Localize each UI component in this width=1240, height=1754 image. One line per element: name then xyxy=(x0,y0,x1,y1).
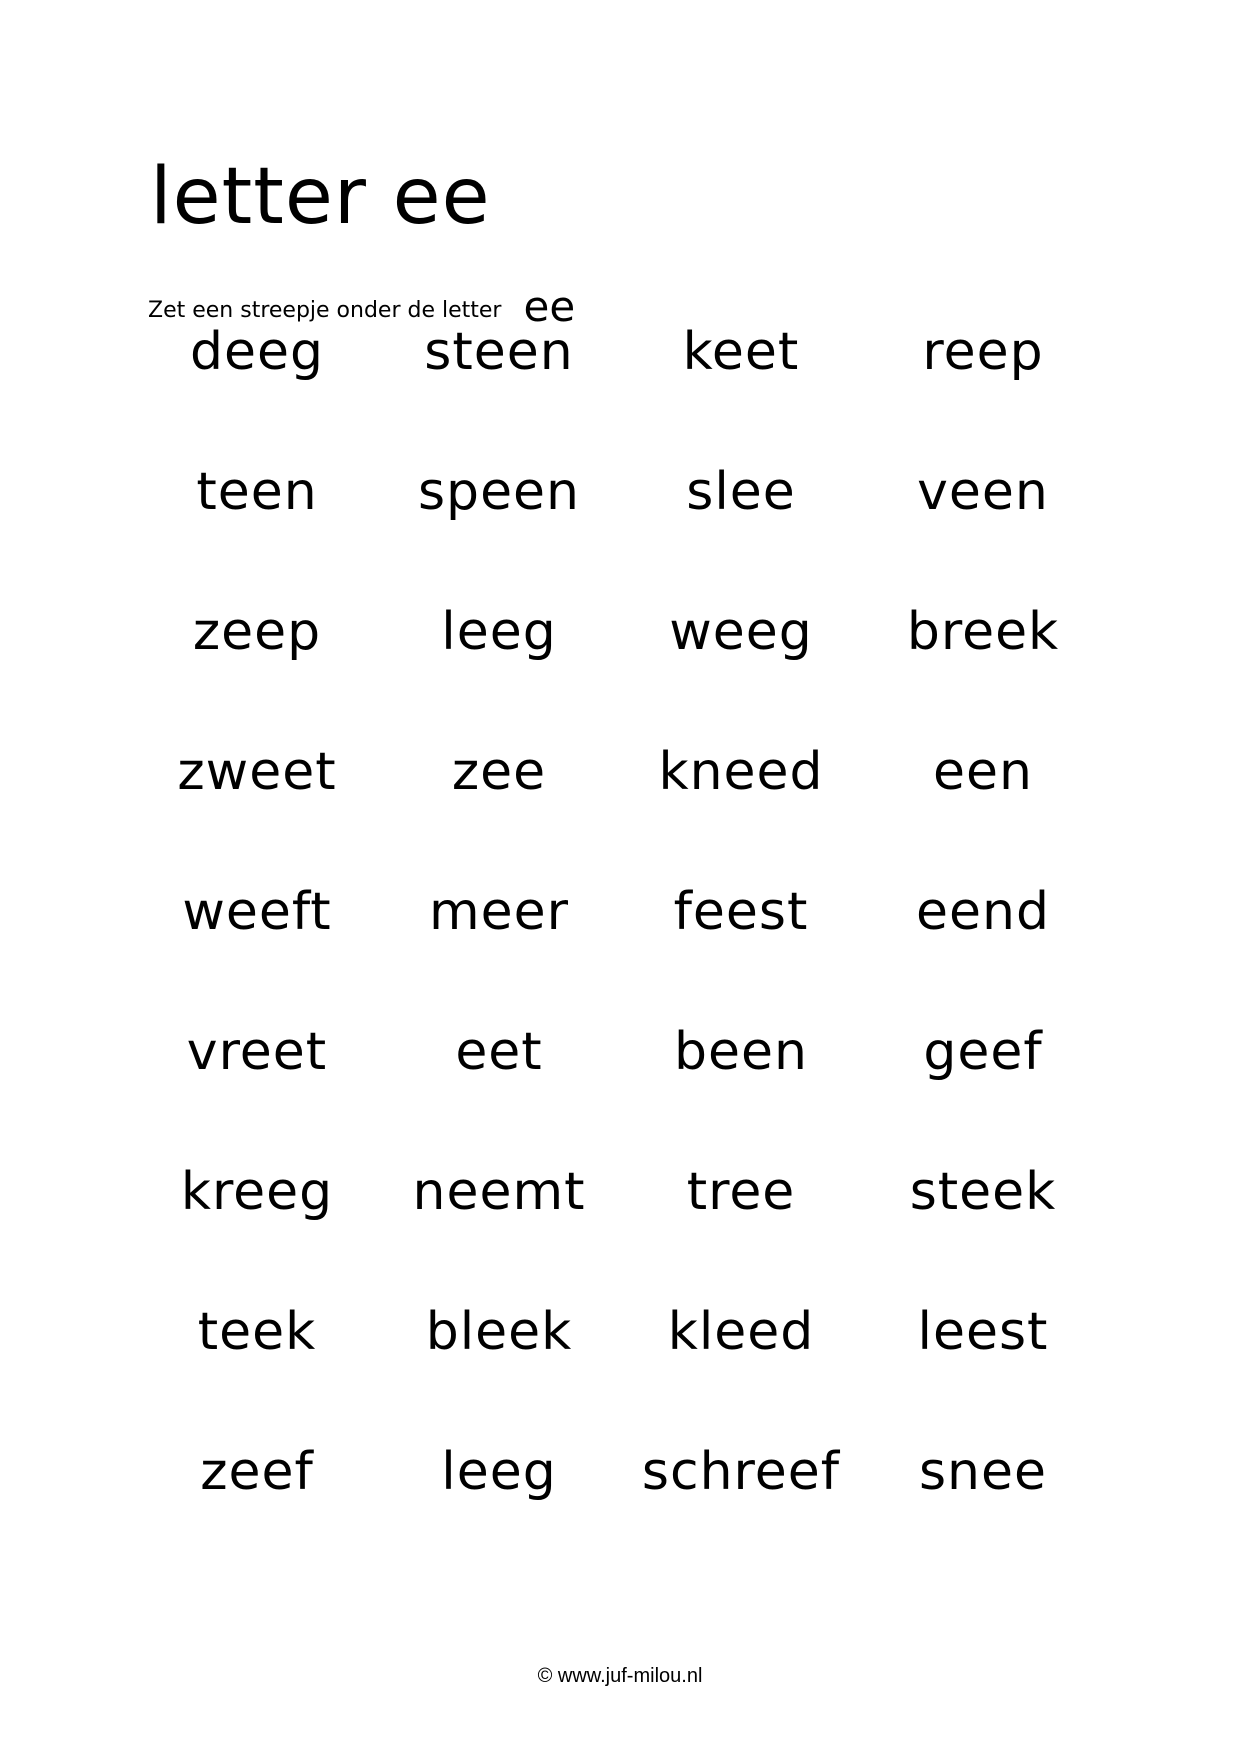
word-item: teek xyxy=(197,1302,317,1362)
word-item: leeg xyxy=(441,602,557,662)
instruction-text: Zet een streepje onder de letter xyxy=(148,298,502,323)
word-item: tree xyxy=(686,1162,796,1222)
word-item: kleed xyxy=(667,1302,815,1362)
word-item: een xyxy=(933,742,1033,802)
word-item: feest xyxy=(673,882,809,942)
word-item: eend xyxy=(916,882,1050,942)
word-item: schreef xyxy=(641,1442,841,1502)
word-item: keet xyxy=(682,322,800,382)
word-item: teen xyxy=(196,462,318,522)
word-item: reep xyxy=(922,322,1044,382)
instruction xyxy=(148,282,576,331)
word-item: deeg xyxy=(190,322,324,382)
word-item: vreet xyxy=(186,1022,328,1082)
word-item: leeg xyxy=(441,1442,557,1502)
word-item: speen xyxy=(417,462,581,522)
word-item: weeg xyxy=(669,602,813,662)
word-grid xyxy=(136,320,1104,1580)
word-item: steen xyxy=(424,322,574,382)
instruction-target-letters: ee xyxy=(523,282,576,331)
word-item: eet xyxy=(455,1022,543,1082)
word-item: zeef xyxy=(200,1442,314,1502)
word-item: kneed xyxy=(658,742,824,802)
word-item: zweet xyxy=(177,742,337,802)
word-item: zeep xyxy=(192,602,322,662)
word-item: steek xyxy=(909,1162,1057,1222)
word-item: zee xyxy=(451,742,547,802)
word-item: veen xyxy=(917,462,1049,522)
word-item: meer xyxy=(428,882,570,942)
word-item: bleek xyxy=(425,1302,573,1362)
footer-copyright: © www.juf-milou.nl xyxy=(537,1665,703,1687)
page-title: letter ee xyxy=(150,152,491,242)
word-item: kreeg xyxy=(180,1162,334,1222)
word-item: neemt xyxy=(412,1162,586,1222)
word-item: weeft xyxy=(182,882,332,942)
word-item: slee xyxy=(686,462,796,522)
word-item: leest xyxy=(917,1302,1049,1362)
word-item: breek xyxy=(906,602,1060,662)
word-item: been xyxy=(674,1022,808,1082)
word-item: snee xyxy=(918,1442,1048,1502)
word-item: geef xyxy=(923,1022,1043,1082)
